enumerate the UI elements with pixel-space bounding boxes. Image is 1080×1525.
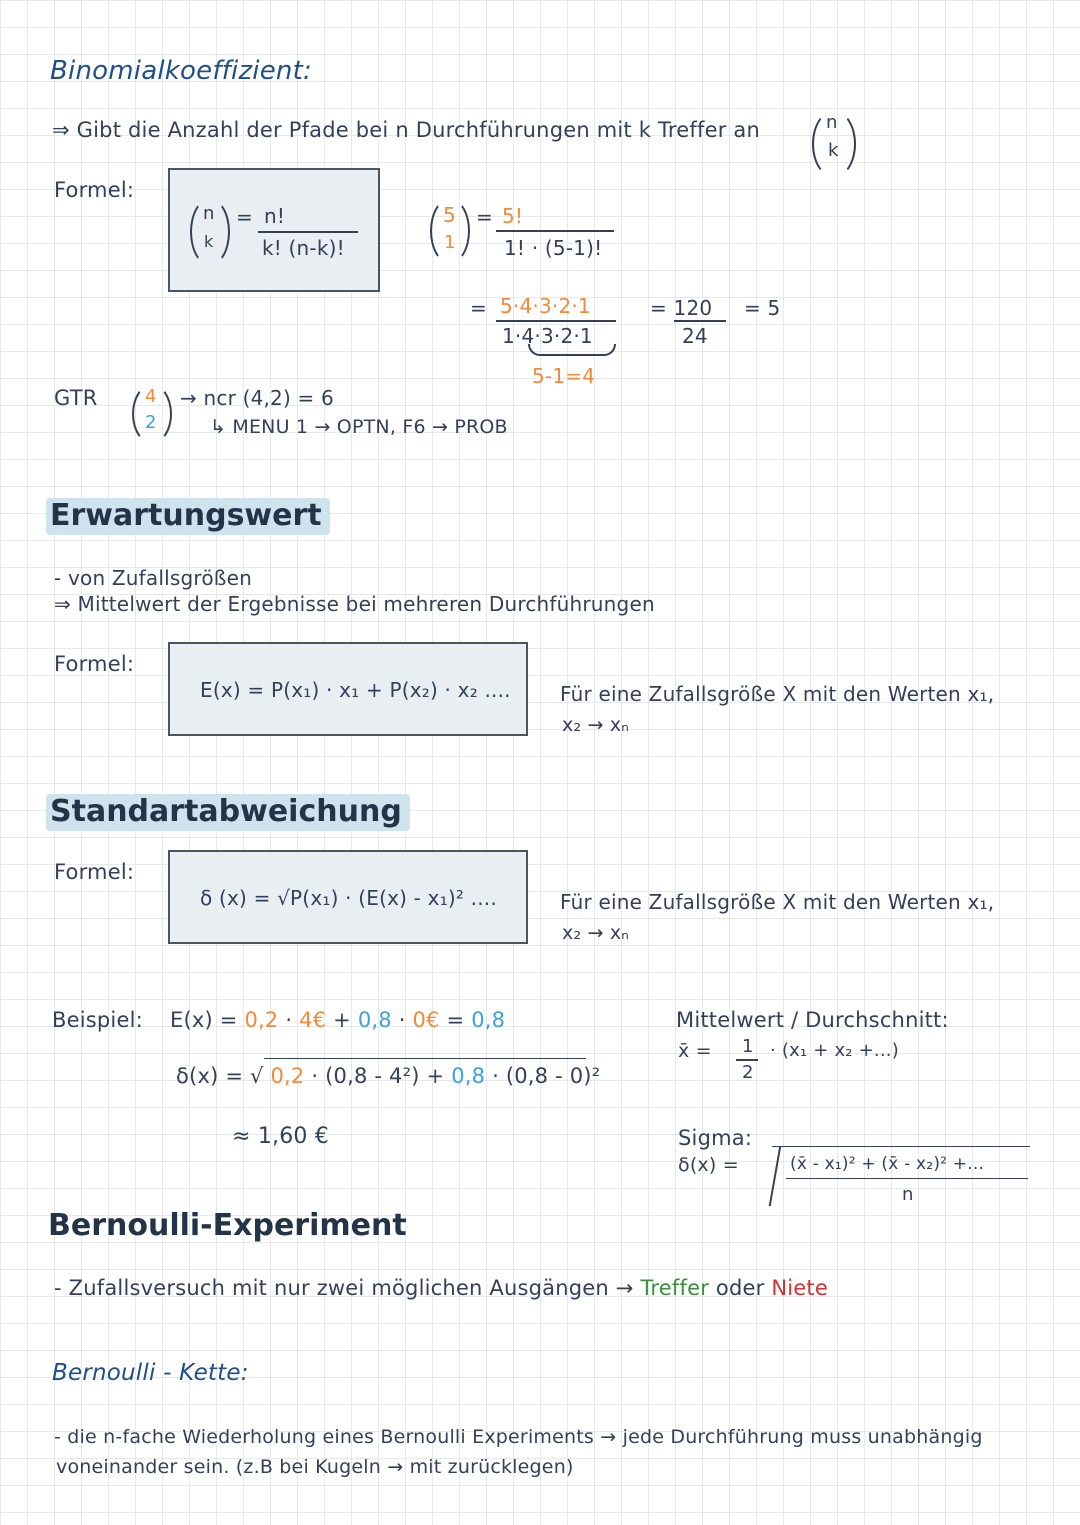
bernoulli-desc-a: - Zufallsversuch mit nur zwei möglichen Ausgängen → bbox=[54, 1276, 634, 1300]
erwartungswert-note2: x₂ → xₙ bbox=[562, 714, 630, 736]
side-binomial-n: n bbox=[826, 112, 838, 133]
example2-brace-note: 5-1=4 bbox=[532, 364, 596, 388]
example-fraction-line bbox=[496, 230, 614, 232]
mittelwert-formula-denominator: 2 bbox=[742, 1062, 754, 1083]
beispiel-root-bar bbox=[264, 1058, 586, 1059]
binomial-description: ⇒ Gibt die Anzahl der Pfade bei n Durchführungen mit k Treffer an bbox=[52, 118, 760, 142]
beispiel-line1-b: 0,2 bbox=[244, 1008, 279, 1032]
beispiel-line1-f: 0,8 bbox=[357, 1008, 392, 1032]
erwartungswert-note1: Für eine Zufallsgröße X mit den Werten x₁, bbox=[560, 682, 995, 706]
beispiel-line2 bbox=[176, 1064, 600, 1088]
binomial-formula-k: k bbox=[204, 232, 214, 251]
beispiel-line1-j: 0,8 bbox=[471, 1008, 506, 1032]
beispiel-line2-a: δ(x) = √ bbox=[176, 1064, 264, 1088]
beispiel-line2-e: · (0,8 - 0)² bbox=[492, 1064, 601, 1088]
example-binomial-bottom: 1 bbox=[444, 232, 456, 253]
beispiel-line1 bbox=[170, 1008, 505, 1032]
standardabweichung-formel-label: Formel: bbox=[54, 860, 135, 884]
bernoulli-kette-line1: - die n-fache Wiederholung eines Bernoulli Experiments → jede Durchführung muss unabhängig bbox=[54, 1426, 983, 1448]
mittelwert-formula-b: · (x₁ + x₂ +...) bbox=[770, 1040, 899, 1061]
erwartungswert-sub2: ⇒ Mittelwert der Ergebnisse bei mehreren Durchführungen bbox=[54, 592, 655, 616]
example-denominator: 1! · (5-1)! bbox=[504, 236, 603, 260]
sigma-denominator: n bbox=[902, 1184, 914, 1205]
binomial-formel-label: Formel: bbox=[54, 178, 135, 202]
bernoulli-description bbox=[54, 1276, 828, 1300]
mittelwert-fraction-line bbox=[736, 1059, 758, 1061]
sigma-title: Sigma: bbox=[678, 1126, 753, 1150]
beispiel-line1-a: E(x) = bbox=[170, 1008, 238, 1032]
example2-brace bbox=[528, 344, 616, 356]
binomial-formula-n: n bbox=[203, 203, 215, 224]
sigma-root-sign bbox=[757, 1146, 782, 1206]
binomial-formula-eq: = bbox=[236, 205, 253, 229]
mittelwert-formula-numerator: 1 bbox=[742, 1036, 754, 1057]
beispiel-line1-h: 0€ bbox=[412, 1008, 440, 1032]
example2-fraction-line bbox=[496, 320, 616, 322]
example2-denominator: 1·4·3·2·1 bbox=[502, 324, 593, 348]
gtr-binomial-top: 4 bbox=[145, 386, 157, 407]
erwartungswert-formel-label: Formel: bbox=[54, 652, 135, 676]
example-eq: = bbox=[476, 205, 493, 229]
beispiel-line3: ≈ 1,60 € bbox=[232, 1124, 330, 1149]
example-numerator: 5! bbox=[502, 204, 524, 228]
mittelwert-formula-a: x̄ = bbox=[678, 1040, 712, 1062]
beispiel-line1-c: · bbox=[285, 1008, 293, 1032]
binomial-formula-numerator: n! bbox=[264, 204, 286, 228]
standardabweichung-title: Standartabweichung bbox=[46, 794, 410, 831]
sigma-lhs: δ(x) = bbox=[678, 1154, 739, 1176]
gtr-ncr: → ncr (4,2) = 6 bbox=[180, 386, 334, 410]
beispiel-line1-g: · bbox=[398, 1008, 406, 1032]
beispiel-line1-d: 4€ bbox=[299, 1008, 327, 1032]
example-binomial-top: 5 bbox=[443, 203, 456, 227]
binomial-formula-denominator: k! (n-k)! bbox=[262, 236, 345, 260]
example2-numerator: 5·4·3·2·1 bbox=[500, 294, 591, 318]
beispiel-line2-d: 0,8 bbox=[451, 1064, 486, 1088]
beispiel-line2-b: 0,2 bbox=[270, 1064, 305, 1088]
sigma-root-bar bbox=[772, 1146, 1030, 1147]
standardabweichung-note2: x₂ → xₙ bbox=[562, 922, 630, 944]
mittelwert-title: Mittelwert / Durchschnitt: bbox=[676, 1008, 949, 1032]
example3-denominator: 24 bbox=[682, 324, 708, 348]
bernoulli-kette-title: Bernoulli - Kette: bbox=[52, 1360, 249, 1386]
example3-fraction-line bbox=[674, 320, 726, 322]
erwartungswert-formula: E(x) = P(x₁) · x₁ + P(x₂) · x₂ .... bbox=[200, 678, 511, 702]
sigma-fraction-line bbox=[786, 1178, 1028, 1179]
gtr-binomial-bottom: 2 bbox=[145, 412, 157, 433]
example2-eq: = bbox=[470, 296, 487, 320]
erwartungswert-title: Erwartungswert bbox=[46, 498, 330, 535]
bernoulli-niete: Niete bbox=[771, 1276, 828, 1300]
example3-value: = 120 bbox=[650, 296, 713, 320]
side-binomial-k: k bbox=[828, 140, 839, 161]
gtr-menu-path: ↳ MENU 1 → OPTN, F6 → PROB bbox=[210, 416, 508, 438]
sigma-numerator: (x̄ - x₁)² + (x̄ - x₂)² +... bbox=[790, 1154, 985, 1174]
bernoulli-oder: oder bbox=[715, 1276, 765, 1300]
beispiel-line1-e: + bbox=[333, 1008, 351, 1032]
gtr-label: GTR bbox=[54, 386, 98, 410]
binomial-formula-fraction-line bbox=[258, 231, 358, 233]
bernoulli-title: Bernoulli-Experiment bbox=[48, 1208, 407, 1243]
example4-result: = 5 bbox=[744, 296, 781, 320]
erwartungswert-sub1: - von Zufallsgrößen bbox=[54, 566, 252, 590]
beispiel-line2-c: · (0,8 - 4²) + bbox=[311, 1064, 445, 1088]
beispiel-line1-i: = bbox=[446, 1008, 465, 1032]
standardabweichung-formula: δ (x) = √P(x₁) · (E(x) - x₁)² .... bbox=[200, 886, 497, 910]
bernoulli-treffer: Treffer bbox=[640, 1276, 710, 1300]
binomial-title: Binomialkoeffizient: bbox=[50, 56, 312, 86]
bernoulli-kette-line2: voneinander sein. (z.B bei Kugeln → mit zurücklegen) bbox=[56, 1456, 574, 1478]
standardabweichung-note1: Für eine Zufallsgröße X mit den Werten x₁, bbox=[560, 890, 995, 914]
beispiel-label: Beispiel: bbox=[52, 1008, 143, 1032]
